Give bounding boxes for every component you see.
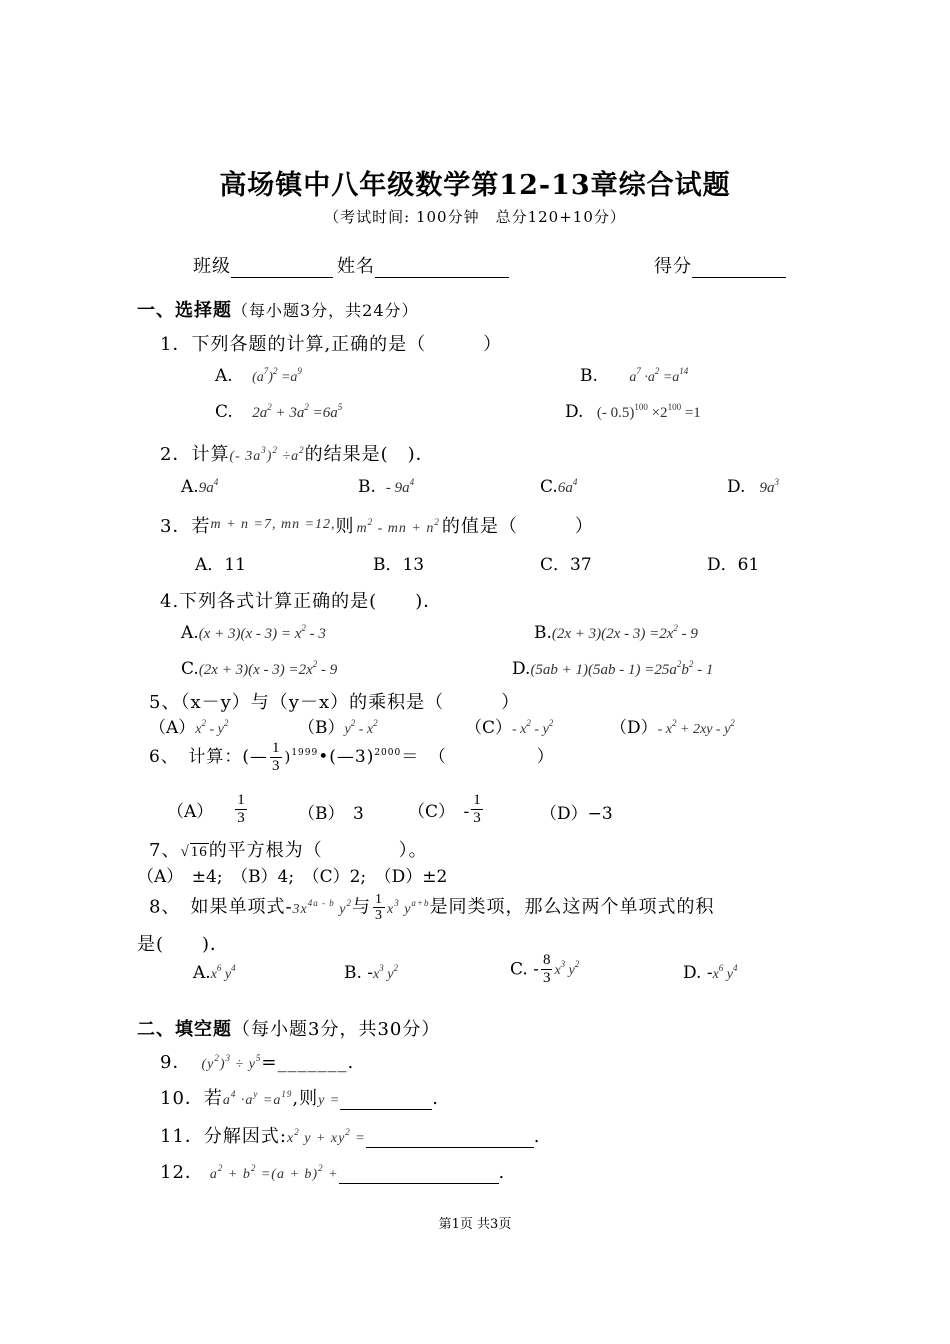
q11-answer-blank[interactable] xyxy=(366,1129,534,1148)
q6-option-b[interactable]: （B） 3 xyxy=(298,804,364,824)
q1-option-c-label: C. xyxy=(215,402,233,422)
q10-then: ,则 xyxy=(292,1088,319,1109)
page-title: 高场镇中八年级数学第12-13章综合试题 xyxy=(219,170,731,201)
q8-prefix: 8、 如果单项式- xyxy=(149,896,293,918)
q6-option-c[interactable]: （C） - $\frac{1}{3}$ xyxy=(408,792,481,826)
exam-subtitle: （考试时间: 100分钟 总分120+10分） xyxy=(324,208,626,226)
q8-option-a[interactable]: $A.x^6$ $y^4$ xyxy=(193,963,236,983)
score-field xyxy=(654,252,786,278)
question-12: 12． $a^2 + b^2 =(a + b)^2$ + . xyxy=(160,1162,506,1183)
q9-blank[interactable]: =_______. xyxy=(261,1052,355,1073)
q5-option-b-label: （B） xyxy=(298,718,345,738)
q5-option-c[interactable]: （C）- $x^2 - y^2$ xyxy=(465,718,554,738)
q2-option-a-label: A. xyxy=(181,477,199,497)
q6-prefix: 6、 计算：(— xyxy=(149,747,268,767)
q4-option-c-label: C. xyxy=(181,659,199,679)
q1-option-b-label: B. xyxy=(580,366,598,386)
section-1-note: （每小题3分，共24分） xyxy=(232,301,419,320)
q9-number: 9． xyxy=(160,1052,192,1073)
question-4-stem: 4.下列各式计算正确的是( )． xyxy=(160,591,443,612)
q2-option-b[interactable]: B. - $9a^4$ xyxy=(358,477,415,497)
q3-prefix: 3．若 xyxy=(160,516,211,537)
q4-option-d-label: D. xyxy=(512,659,531,679)
q8-option-b-label: B. - xyxy=(344,963,374,983)
q2-option-d[interactable]: D. $9a^3$ xyxy=(727,477,779,497)
q2-option-d-label: D. xyxy=(727,477,746,497)
question-5-stem: 5、（x－y）与（y－x）的乘积是（ ） xyxy=(149,692,521,713)
question-10: 10．若$a^4 \cdot a^y =a^{19}$,则y = . xyxy=(160,1088,439,1109)
q4-option-a[interactable]: $A.(x + 3)(x - 3) = x^2 - 3$ xyxy=(181,623,326,643)
name-label: 姓名 xyxy=(337,256,375,277)
q6-suffix: ＝ （ ） xyxy=(401,747,555,767)
q2-option-c[interactable]: $C.6a^4$ xyxy=(540,477,578,497)
q6-middle: •(—3) xyxy=(318,747,375,767)
question-6-stem: 6、 计算：(— $\frac{1}{3}$ )$^{1999}$•(—3)$^{2000}$＝ （ ） xyxy=(149,740,555,774)
q8-option-d-label: D. - xyxy=(683,963,713,983)
question-8-stem-line2: 是( )． xyxy=(137,934,230,955)
q1-option-d[interactable]: D. (- $0.5)^{100} \times 2^{100} =1$ xyxy=(565,402,701,422)
q5-option-a[interactable]: $(A)x^2 - y^2$ xyxy=(149,718,229,738)
q1-option-a-label: A. xyxy=(215,366,233,386)
q4-option-b[interactable]: $B.(2x + 3)(2x - 3) =2x^2 - 9$ xyxy=(534,623,698,643)
page-footer: 第1页 共3页 xyxy=(438,1217,512,1232)
q5-option-d[interactable]: （D）- $x^2 + 2xy - y^2$ xyxy=(610,718,735,738)
q8-option-a-label: A. xyxy=(193,963,211,983)
q4-option-d[interactable]: $D.(5ab + 1)(5ab - 1) =25a^2b^2 - 1$ xyxy=(512,659,714,679)
q4-option-a-label: A. xyxy=(181,623,199,643)
q3-option-a[interactable]: A．11 xyxy=(195,555,246,575)
q4-option-c[interactable]: $C.(2x + 3)(x - 3) =2x^2 - 9$ xyxy=(181,659,338,679)
q3-suffix: 的值是（ ） xyxy=(441,516,594,537)
q12-number: 12． xyxy=(160,1162,204,1183)
q12-period: . xyxy=(498,1162,506,1183)
q11-period: . xyxy=(533,1126,541,1147)
q8-suffix: 是同类项，那么这两个单项式的积 xyxy=(429,896,715,918)
q6-option-d[interactable]: （D）−3 xyxy=(540,804,613,824)
q5-option-a-label: （A） xyxy=(149,718,196,738)
q5-option-d-label: （D） xyxy=(610,718,658,738)
q11-prefix: 11．分解因式: xyxy=(160,1126,287,1147)
section-1-heading xyxy=(137,296,419,322)
section-2-note: （每小题3分，共30分） xyxy=(232,1019,441,1040)
q2-suffix: 的结果是( )． xyxy=(304,444,435,465)
question-7-stem: 7、√16的平方根为（ ）。 xyxy=(149,840,428,861)
q1-option-c[interactable]: C. $2a^2 + 3a^2 =6a^5$ xyxy=(215,402,343,422)
q3-option-b[interactable]: B．13 xyxy=(373,555,425,575)
section-2-heading xyxy=(137,1015,440,1041)
q3-option-c[interactable]: C．37 xyxy=(540,555,592,575)
score-blank[interactable] xyxy=(692,259,786,278)
q6-option-a-label: （A） xyxy=(167,802,214,822)
q10-prefix: 10．若 xyxy=(160,1088,223,1109)
class-label: 班级 xyxy=(193,256,231,277)
q8-and: 与 xyxy=(351,896,371,918)
q8-option-b[interactable]: B. $-x^3$ $y^2$ xyxy=(344,963,398,983)
q10-period: . xyxy=(432,1088,439,1109)
q1-option-a[interactable]: A. $(a^7)^2 =a^9$ xyxy=(215,366,302,386)
section-1-title: 一、选择题 xyxy=(137,300,232,321)
class-blank[interactable] xyxy=(231,259,333,278)
q3-option-d[interactable]: D．61 xyxy=(707,555,760,575)
section-2-title: 二、填空题 xyxy=(137,1019,232,1040)
q12-answer-blank[interactable] xyxy=(339,1165,499,1184)
q1-option-d-label: D. xyxy=(565,402,584,422)
q7-prefix: 7、 xyxy=(149,840,181,861)
question-1-stem: 1．下列各题的计算,正确的是（ ） xyxy=(160,334,503,355)
q8-option-d[interactable]: D. $-x^6$ $y^4$ xyxy=(683,963,738,983)
q6-option-c-label: （C） - xyxy=(408,802,470,822)
score-label: 得分 xyxy=(654,256,692,277)
question-9: 9． $(y^2)^3$ ÷ $y^5=\_\_\_\_\_\_\_$. xyxy=(160,1052,355,1073)
q2-prefix: 2．计算 xyxy=(160,444,230,465)
q8-option-c[interactable]: C. - $\frac{8}{3}$ $x^3$ $y^2$ xyxy=(510,952,580,986)
q7-suffix: 的平方根为（ ）。 xyxy=(208,840,428,861)
q2-option-a[interactable]: $A.9a^4$ xyxy=(181,477,219,497)
q10-answer-blank[interactable] xyxy=(340,1091,432,1110)
q2-option-b-label: B. xyxy=(358,477,376,497)
q8-option-c-label: C. - xyxy=(510,959,539,980)
question-8-stem: 8、 如果单项式$-3x^{4a - b}$ $y^2$与 $\frac{1}{3}$ $x^3$ $y^{a+b}$是同类项，那么这两个单项式的积 xyxy=(149,892,715,923)
q7-options[interactable]: （A） ±4; （B）4; （C）2; （D）±2 xyxy=(137,867,448,887)
question-2-stem: 2．计算(- $3a^3)^2 \div a^2$的结果是( )． xyxy=(160,444,435,465)
name-blank[interactable] xyxy=(375,259,509,278)
q1-option-b[interactable]: B. $a^7 \cdot a^2 =a^{14}$ xyxy=(580,366,689,386)
q2-option-c-label: C. xyxy=(540,477,558,497)
q5-option-c-label: （C） xyxy=(465,718,513,738)
q5-option-b[interactable]: $(B)y^2 - x^2$ xyxy=(298,718,378,738)
class-field xyxy=(193,252,333,278)
question-11: 11．分解因式$:x^2$ $y + xy^2$ = . xyxy=(160,1126,541,1147)
question-3-stem: 3．若$^{m + n =7, mn =12,}$则 $m^2$ - mn + $n^2$ 的值是（ ） xyxy=(160,516,594,537)
q6-option-a[interactable]: （A） $\frac{1}{3}$ xyxy=(167,792,245,826)
q4-option-b-label: B. xyxy=(534,623,552,643)
name-field xyxy=(337,252,509,278)
q3-then: 则 xyxy=(335,516,355,537)
